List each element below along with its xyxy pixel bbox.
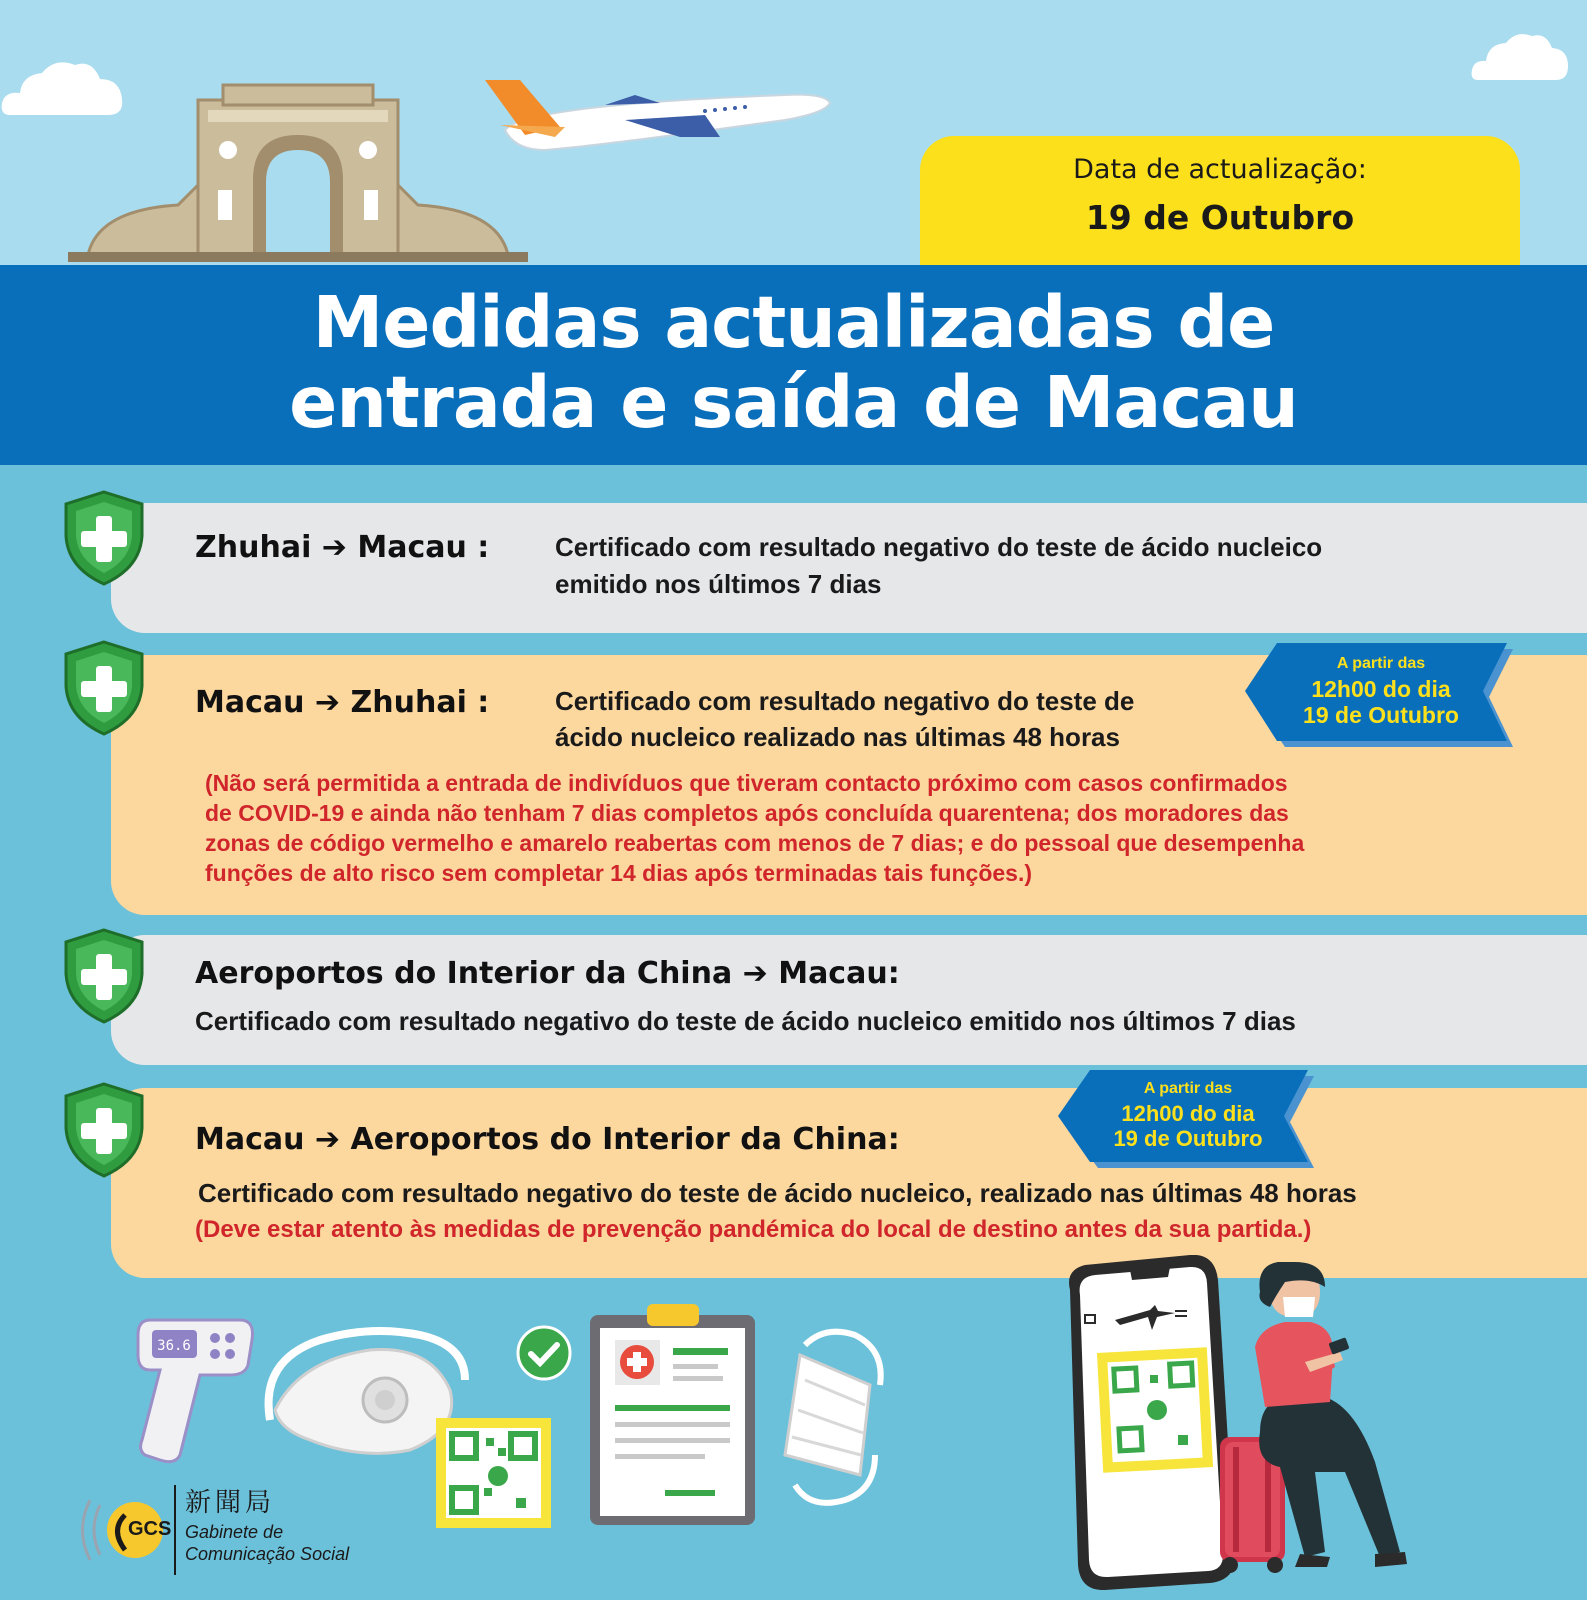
section-4-text-line-1: Certificado com resultado negativo do teste de ácido nucleico, realizado nas últimas 48 horas (198, 1178, 1357, 1208)
effective-date-ribbon (1245, 643, 1517, 748)
shield-plus-icon (62, 1082, 146, 1178)
section-card-zhuhai-macau (111, 503, 1587, 633)
shield-plus-icon (62, 490, 146, 586)
clipboard-report-icon (585, 1300, 760, 1530)
ribbon-line-3: 19 de Outubro (1113, 1126, 1263, 1151)
ribbon-line-2: 12h00 do dia (1121, 1101, 1255, 1126)
ribbon-line-1: A partir das (1336, 655, 1426, 672)
shield-plus-icon (62, 640, 146, 736)
update-date-box (920, 136, 1520, 266)
traveler-woman-icon (1215, 1262, 1425, 1597)
section-3-text-line-1: Certificado com resultado negativo do teste de ácido nucleico emitido nos últimos 7 dias (195, 1006, 1296, 1036)
ribbon-line-2: 12h00 do dia (1311, 676, 1451, 702)
page-title (0, 283, 1587, 443)
cloud-icon (1470, 28, 1570, 83)
section-2-note-line-1: (Não será permitida a entrada de indivíduos que tiveram contacto próximo com casos confirmados (205, 770, 1288, 796)
update-date: 19 de Outubro (1085, 198, 1355, 237)
section-1-text-line-1: Certificado com resultado negativo do teste de ácido nucleico (555, 532, 1323, 562)
check-circle-icon (516, 1325, 572, 1381)
section-2-text-line-1: Certificado com resultado negativo do teste de (555, 686, 1135, 716)
section-card-airports-macau (111, 935, 1587, 1065)
ribbon-line-1: A partir das (1143, 1080, 1233, 1097)
qr-code-icon (436, 1418, 551, 1528)
section-4-route: Macau ➔ Aeroportos do Interior da China: (195, 1122, 900, 1157)
effective-date-ribbon (1058, 1070, 1318, 1170)
thermometer-reading: 36.6 (157, 1338, 191, 1354)
phone-health-code-icon (1060, 1255, 1240, 1590)
section-2-route: Macau ➔ Zhuhai : (195, 685, 490, 720)
section-2-note-line-2: de COVID-19 e ainda não tenham 7 dias completos após concluída quarentena; dos moradores das (205, 800, 1289, 826)
section-3-route: Aeroportos do Interior da China ➔ Macau: (195, 956, 900, 991)
logo-name-line-2: Comunicação Social (185, 1544, 350, 1564)
thermometer-icon (130, 1310, 260, 1470)
title-line-2: entrada e saída de Macau (289, 361, 1298, 444)
ribbon-line-3: 19 de Outubro (1303, 702, 1459, 728)
shield-plus-icon (62, 928, 146, 1024)
airplane-icon (485, 75, 840, 160)
section-2-note-line-4: funções de alto risco sem completar 14 dias após terminadas tais funções.) (205, 860, 1033, 886)
section-2-text-line-2: ácido nucleico realizado nas últimas 48 horas (555, 722, 1120, 752)
section-1-route: Zhuhai ➔ Macau : (195, 530, 490, 565)
gcs-logo (70, 1480, 390, 1580)
logo-abbr: GCS (128, 1518, 172, 1540)
title-line-1: Medidas actualizadas de (312, 281, 1275, 364)
title-band (0, 265, 1587, 465)
surgical-mask-icon (765, 1325, 890, 1510)
update-label: Data de actualização: (1073, 154, 1367, 185)
section-2-note-line-3: zonas de código vermelho e amarelo reabertas com menos de 7 dias; e do pessoal que desempenha (205, 830, 1305, 856)
section-4-note-line-1: (Deve estar atento às medidas de prevenção pandémica do local de destino antes da sua partida.) (195, 1216, 1312, 1243)
logo-chinese: 新聞局 (185, 1488, 276, 1518)
section-1-text-line-2: emitido nos últimos 7 dias (555, 569, 882, 599)
logo-name-line-1: Gabinete de (185, 1522, 284, 1542)
arch-monument-icon (68, 80, 528, 265)
